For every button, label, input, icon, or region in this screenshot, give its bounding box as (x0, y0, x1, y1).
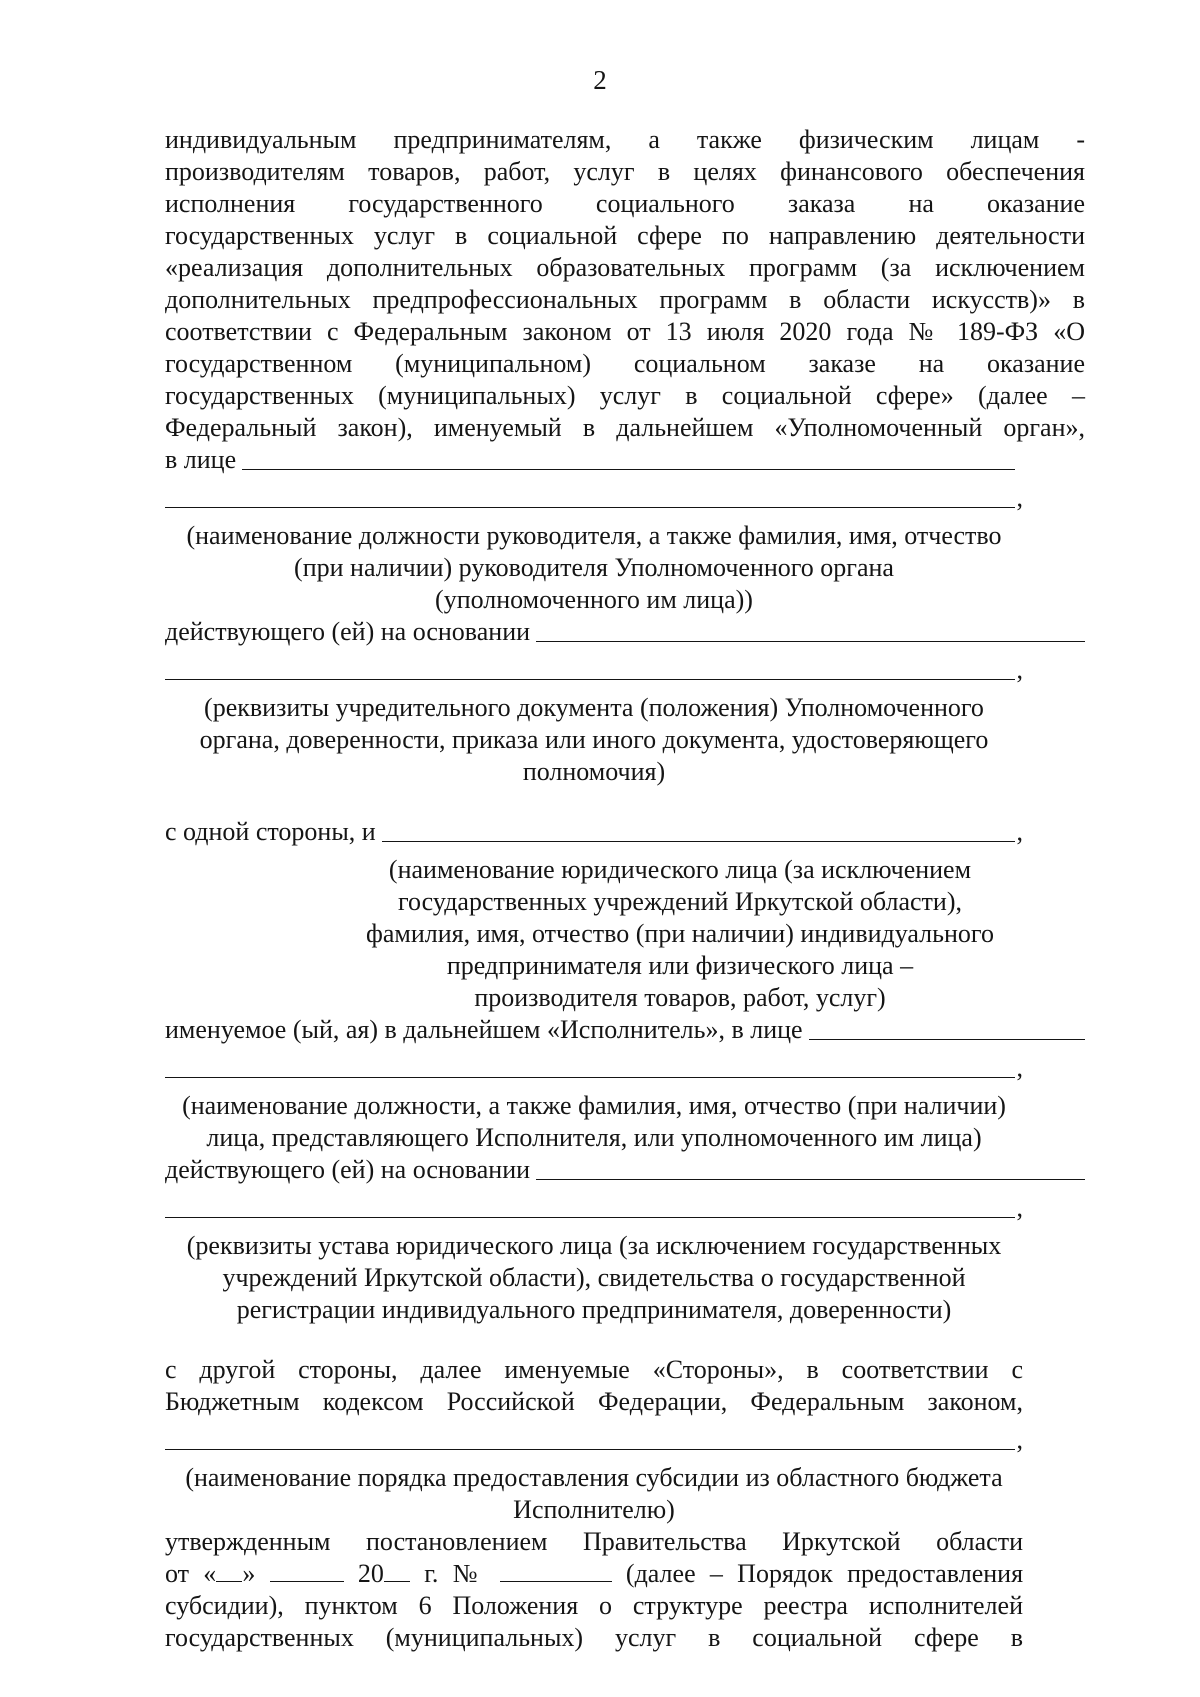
basis-blank-2[interactable] (165, 655, 1015, 680)
date-close-quote: » (242, 1559, 256, 1588)
caption-line: производителя товаров, работ, услуг) (474, 983, 886, 1012)
comma: , (1016, 483, 1023, 512)
caption-line: Исполнителю) (513, 1495, 675, 1524)
executor-rep-blank[interactable] (809, 1015, 1085, 1040)
document-body (165, 124, 1085, 1654)
comma: , (1016, 1193, 1023, 1222)
basis2-blank-line (165, 1192, 1023, 1224)
basis2-line (165, 1154, 1085, 1186)
caption-line: (уполномоченного им лица)) (435, 585, 753, 614)
executor-name-blank[interactable] (382, 817, 1015, 842)
comma: , (1016, 817, 1023, 846)
basis2-blank[interactable] (536, 1155, 1085, 1180)
caption-charter (165, 1230, 1023, 1326)
text-line: субсидии), пунктом 6 Положения о структуре реестра исполнителей (165, 1591, 1023, 1620)
caption-founding-document (165, 692, 1023, 788)
basis2-blank-2[interactable] (165, 1193, 1015, 1218)
month-blank[interactable] (270, 1559, 344, 1582)
executor-label: именуемое (ый, ая) в дальнейшем «Исполнитель», в лице (165, 1015, 803, 1044)
one-side-line (165, 816, 1023, 848)
caption-line: (реквизиты устава юридического лица (за исключением государственных (186, 1231, 1002, 1260)
date-line-rest: (далее – Порядок предоставления (625, 1559, 1024, 1588)
basis-label: действующего (ей) на основании (165, 617, 531, 646)
caption-line: регистрации индивидуального предпринимателя, доверенности) (236, 1295, 952, 1324)
representative-blank[interactable] (242, 445, 1015, 470)
caption-executor-name (355, 854, 1005, 1014)
caption-line: лица, представляющего Исполнителя, или уполномоченного им лица) (206, 1123, 982, 1152)
one-side-label: с одной стороны, и (165, 817, 376, 846)
order-name-blank-line (165, 1424, 1023, 1456)
v-litse-line (165, 444, 1015, 476)
text-line: соответствии с Федеральным законом от 13 июля 2020 года № 189-ФЗ «О (165, 317, 1085, 346)
text-line: исполнения государственного социального заказа на оказание (165, 189, 1085, 218)
text-line: производителям товаров, работ, услуг в целях финансового обеспечения (165, 157, 1085, 186)
caption-line: (наименование должности руководителя, а также фамилия, имя, отчество (186, 521, 1002, 550)
caption-subsidy-order (165, 1462, 1023, 1526)
comma: , (1016, 1053, 1023, 1082)
caption-line: (при наличии) руководителя Уполномоченного органа (294, 553, 894, 582)
representative-blank-2[interactable] (165, 483, 1015, 508)
text-line: утвержденным постановлением Правительства Иркутской области (165, 1527, 1023, 1556)
text-line: государственных услуг в социальной сфере по направлению деятельности (165, 221, 1085, 250)
paragraph-other-side (165, 1354, 1023, 1418)
basis2-label: действующего (ей) на основании (165, 1155, 531, 1184)
caption-executor-rep (165, 1090, 1023, 1154)
caption-line: органа, доверенности, приказа или иного документа, удостоверяющего (199, 725, 989, 754)
caption-line: (наименование юридического лица (за исключением (388, 855, 972, 884)
caption-line: государственных учреждений Иркутской области), (397, 887, 962, 916)
comma: , (1016, 655, 1023, 684)
caption-authorized-head (165, 520, 1023, 616)
caption-line: (наименование порядка предоставления субсидии из областного бюджета (185, 1463, 1003, 1492)
executor-rep-blank-2[interactable] (165, 1053, 1015, 1078)
text-line: государственном (муниципальном) социальном заказе на оказание (165, 349, 1085, 378)
executor-rep-blank-line (165, 1052, 1023, 1084)
basis-blank-line (165, 654, 1023, 686)
paragraph-approved (165, 1526, 1023, 1558)
page-number: 2 (593, 65, 607, 95)
text-line: «реализация дополнительных образовательных программ (за исключением (165, 253, 1085, 282)
executor-line (165, 1014, 1085, 1046)
text-line: Бюджетным кодексом Российской Федерации, Федеральным законом, (165, 1387, 1023, 1416)
day-blank[interactable] (216, 1559, 242, 1582)
decree-number-blank[interactable] (500, 1559, 612, 1582)
year-blank[interactable] (384, 1559, 410, 1582)
caption-line: предпринимателя или физического лица – (446, 951, 914, 980)
representative-blank-line (165, 482, 1023, 514)
caption-line: полномочия) (522, 757, 666, 786)
year-prefix: 20 (357, 1559, 384, 1588)
caption-line: (реквизиты учредительного документа (положения) Уполномоченного (204, 693, 984, 722)
order-name-blank[interactable] (165, 1425, 1015, 1450)
text-line: государственных (муниципальных) услуг в социальной сфере» (далее – (165, 381, 1085, 410)
comma: , (1016, 1425, 1023, 1454)
text-line: Федеральный закон), именуемый в дальнейшем «Уполномоченный орган», (165, 413, 1085, 442)
caption-line: (наименование должности, а также фамилия, имя, отчество (при наличии) (182, 1091, 1006, 1120)
caption-line: учреждений Иркутской области), свидетельства о государственной (222, 1263, 966, 1292)
caption-line: фамилия, имя, отчество (при наличии) индивидуального (366, 919, 994, 948)
paragraph-approved-rest (165, 1590, 1023, 1654)
basis-blank[interactable] (536, 617, 1085, 642)
basis-line (165, 616, 1085, 648)
g-number-label: г. № (424, 1559, 486, 1588)
date-number-line (165, 1558, 1023, 1590)
text-line: дополнительных предпрофессиональных программ в области искусств)» в (165, 285, 1085, 314)
text-line: с другой стороны, далее именуемые «Стороны», в соответствии с (165, 1355, 1023, 1384)
paragraph-intro (165, 124, 1085, 444)
v-litse-label: в лице (165, 445, 237, 474)
date-ot-label: от « (165, 1559, 217, 1588)
text-line: индивидуальным предпринимателям, а также физическим лицам - (165, 125, 1085, 154)
text-line: государственных (муниципальных) услуг в социальной сфере в (165, 1623, 1023, 1652)
